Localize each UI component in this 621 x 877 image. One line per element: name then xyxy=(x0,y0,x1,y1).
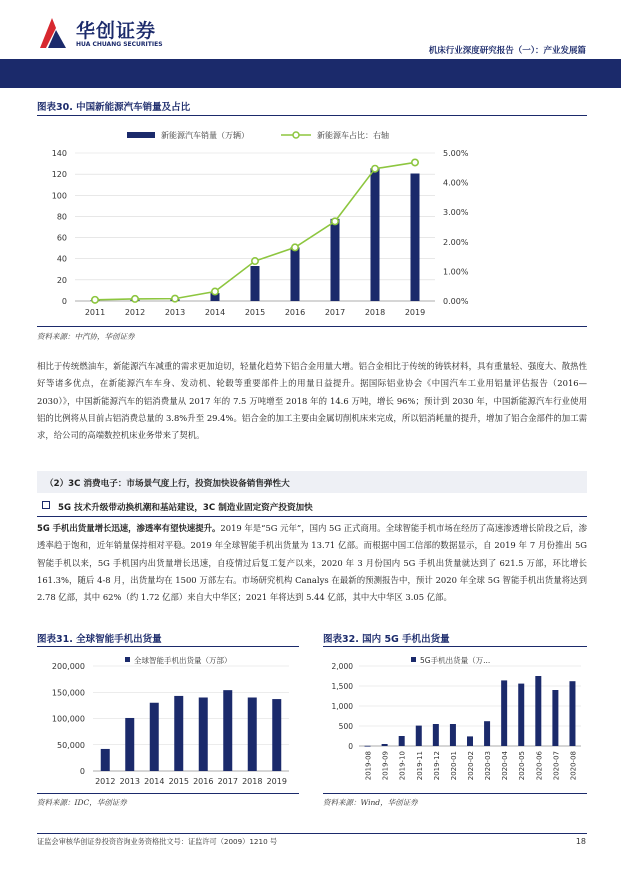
y2-tick-label: 1.00% xyxy=(443,267,469,277)
figure30-rule xyxy=(37,115,587,116)
x-tick-label: 2018 xyxy=(242,777,263,786)
bar-ev-sales xyxy=(251,266,260,301)
paragraph-5g-lead: 5G 手机出货量增长迅速，渗透率有望快速提升。 xyxy=(37,523,221,533)
paragraph-5g xyxy=(37,520,587,606)
y-tick-label: 1,000 xyxy=(331,702,353,711)
y-tick-label: 20 xyxy=(56,275,67,285)
bar-smartphone-shipments xyxy=(223,690,232,771)
x-tick-label: 2020-04 xyxy=(501,751,510,781)
x-tick-label: 2020-08 xyxy=(569,751,578,781)
y-tick-label: 50,000 xyxy=(57,740,85,750)
point-ev-share xyxy=(252,258,258,264)
figure31-source: 资料来源：IDC，华创证券 xyxy=(37,798,127,807)
x-tick-label: 2020-02 xyxy=(467,751,475,781)
bar-smartphone-shipments xyxy=(125,718,134,771)
bar-5g-shipments xyxy=(535,676,541,746)
bar-ev-sales xyxy=(291,247,300,301)
x-tick-label: 2019 xyxy=(266,777,287,786)
x-tick-label: 2014 xyxy=(204,308,226,317)
legend-swatch xyxy=(125,657,130,662)
x-tick-label: 2020-05 xyxy=(518,751,527,781)
company-logo xyxy=(38,14,163,60)
bar-smartphone-shipments xyxy=(199,698,208,772)
figure32-title: 图表32. 国内 5G 手机出货量 xyxy=(323,634,450,645)
legend-label-line: 新能源车占比：右轴 xyxy=(317,131,389,140)
bar-smartphone-shipments xyxy=(248,698,257,772)
paragraph-5g-body: 2019 年是“5G 元年”，国内 5G 正式商用。全球智能手机市场在经历了高速渗透增长阶段之后，渗透率趋于饱和，近年销量保持相对平稳。2019 年全球智能手机出货量为 13.71 亿部。而根据中国工信部的数据显示，自 2019 年 7 月份推出 5G 智能手机以来，5G 手机国内出货量增长迅速，自疫情过后复工复产以来，2020 年 3 月份国内 5G 手机出货量就达到了 621.5 万部，环比增长 161.3%，随后 4-8 月，出货量均在 1500 万部左右。市场研究机构 Canalys 在最新的预测报告中，预计 2020 年全球 5G 智能手机出货量将达到 2.78 亿部，其中 62%（约 1.72 亿部）来自大中华区；2021 年将达到 5.44 亿部，其中大中华区 3.05 亿部。 xyxy=(37,523,587,603)
y-tick-label: 0 xyxy=(348,742,353,751)
bar-5g-shipments xyxy=(569,681,575,746)
y-tick-label: 2,000 xyxy=(331,662,353,671)
bar-5g-shipments xyxy=(416,726,422,746)
report-title: 机床行业深度研究报告（一）：产业发展篇 xyxy=(428,46,586,56)
bullet-heading xyxy=(42,501,313,513)
x-tick-label: 2019-08 xyxy=(364,751,373,781)
bar-smartphone-shipments xyxy=(174,696,183,771)
y2-tick-label: 3.00% xyxy=(443,208,469,218)
footer-license: 证监会审核华创证券投资咨询业务资格批文号：证监许可（2009）1210 号 xyxy=(37,837,278,846)
figure32-chart xyxy=(323,648,587,792)
logo-mark-icon xyxy=(38,16,68,50)
x-tick-label: 2012 xyxy=(95,777,116,786)
bar-5g-shipments xyxy=(467,736,473,746)
x-tick-label: 2020-01 xyxy=(449,751,458,781)
y2-tick-label: 4.00% xyxy=(443,178,469,188)
legend-swatch-bar xyxy=(127,132,155,138)
legend-label: 全球智能手机出货量（万部） xyxy=(134,656,232,665)
y-tick-label: 0 xyxy=(79,767,85,776)
x-tick-label: 2016 xyxy=(193,777,214,786)
x-tick-label: 2013 xyxy=(119,777,140,786)
y-tick-label: 100,000 xyxy=(51,714,85,724)
y-tick-label: 150,000 xyxy=(51,688,85,698)
page-number: 18 xyxy=(575,837,586,846)
y-tick-label: 1,500 xyxy=(331,682,353,691)
x-tick-label: 2017 xyxy=(217,777,238,786)
x-tick-label: 2013 xyxy=(164,308,186,317)
figure30-bottom-rule xyxy=(37,326,587,327)
bar-5g-shipments xyxy=(433,724,439,746)
x-tick-label: 2016 xyxy=(284,308,306,317)
x-tick-label: 2011 xyxy=(84,308,106,317)
bar-smartphone-shipments xyxy=(150,703,159,771)
x-tick-label: 2018 xyxy=(364,308,386,317)
y2-tick-label: 5.00% xyxy=(443,149,469,158)
bullet-square-icon xyxy=(42,501,50,509)
header-band xyxy=(0,59,621,88)
y-tick-label: 200,000 xyxy=(51,662,85,671)
bar-5g-shipments xyxy=(382,744,388,746)
figure31-bottom-rule xyxy=(37,793,299,794)
x-tick-label: 2015 xyxy=(168,777,189,786)
x-tick-label: 2017 xyxy=(324,308,346,317)
bar-5g-shipments xyxy=(518,684,524,746)
x-tick-label: 2019 xyxy=(404,308,426,317)
brand-name-cn: 华创证券 xyxy=(76,20,157,42)
legend-label-bar: 新能源汽车销量（万辆） xyxy=(161,131,249,140)
legend-label: 5G手机出货量（万... xyxy=(420,656,491,665)
bar-5g-shipments xyxy=(450,724,456,746)
x-tick-label: 2015 xyxy=(244,308,266,317)
x-tick-label: 2020-06 xyxy=(535,751,544,781)
figure32-rule xyxy=(323,646,587,647)
x-tick-label: 2019-10 xyxy=(398,751,407,781)
y-tick-label: 100 xyxy=(51,191,67,201)
bar-smartphone-shipments xyxy=(101,749,110,771)
x-tick-label: 2012 xyxy=(124,308,146,317)
x-tick-label: 2020-07 xyxy=(552,751,561,781)
y-tick-label: 500 xyxy=(338,722,353,731)
figure32-bottom-rule xyxy=(323,793,587,794)
y-tick-label: 60 xyxy=(56,233,67,243)
x-tick-label: 2020-03 xyxy=(484,751,493,781)
x-tick-label: 2019-11 xyxy=(415,751,424,781)
figure30-title: 图表30. 中国新能源汽车销量及占比 xyxy=(37,102,191,113)
y2-tick-label: 0.00% xyxy=(443,297,469,306)
point-ev-share xyxy=(172,295,178,301)
point-ev-share xyxy=(212,288,218,294)
bar-ev-sales xyxy=(371,168,380,301)
brand-name-en: HUA CHUANG SECURITIES xyxy=(76,41,163,48)
figure32-source: 资料来源：Wind，华创证券 xyxy=(323,798,418,807)
y-tick-label: 120 xyxy=(51,170,67,180)
bar-5g-shipments xyxy=(501,680,507,746)
y2-tick-label: 2.00% xyxy=(443,237,469,247)
point-ev-share xyxy=(292,244,298,250)
y-tick-label: 140 xyxy=(51,149,67,158)
bullet-heading-text: 5G 技术升级带动换机潮和基站建设，3C 制造业固定资产投资加快 xyxy=(58,503,313,513)
section-heading: （2）3C 消费电子：市场景气度上行，投资加快设备销售弹性大 xyxy=(45,479,290,489)
point-ev-share xyxy=(332,218,338,224)
bar-5g-shipments xyxy=(552,690,558,746)
legend-swatch xyxy=(411,657,416,662)
x-tick-label: 2014 xyxy=(144,777,165,786)
legend-marker-line xyxy=(293,132,299,138)
footer-rule xyxy=(37,833,587,834)
bar-ev-sales xyxy=(411,174,420,301)
bar-5g-shipments xyxy=(399,736,405,746)
figure31-title: 图表31. 全球智能手机出货量 xyxy=(37,634,162,645)
point-ev-share xyxy=(92,297,98,303)
bar-5g-shipments xyxy=(484,721,490,746)
point-ev-share xyxy=(132,296,138,302)
point-ev-share xyxy=(412,159,418,165)
y-tick-label: 80 xyxy=(56,212,67,222)
figure31-chart xyxy=(37,648,299,792)
bullet-rule xyxy=(37,516,587,517)
x-tick-label: 2019-09 xyxy=(381,751,390,781)
figure31-rule xyxy=(37,646,299,647)
point-ev-share xyxy=(372,165,378,171)
y-tick-label: 0 xyxy=(61,297,67,306)
paragraph-aluminium: 相比于传统燃油车，新能源汽车减重的需求更加迫切，轻量化趋势下铝合金用量大增。铝合金相比于传统的铸铁材料，具有重量轻、强度大、散热性好等诸多优点，在新能源汽车车身、发动机、轮毂等重要部件上的用量日益提升。据国际铝业协会《中国汽车工业用铝量评估报告（2016—2030）》，中国新能源汽车的铝消费量从 2017 年的 7.5 万吨增至 2018 年的 14.6 万吨，增长 96%；预计到 2030 年，中国新能源汽车行业使用铝的比例将从目前占铝消费总量的 3.8%升至 29.4%。铝合金的加工主要由金属切削机床来完成，所以铝消耗量的提升，增加了铝合金部件的加工需求，给公司的高端数控机床业务带来了契机。 xyxy=(37,361,587,441)
bar-smartphone-shipments xyxy=(272,699,281,771)
bar-5g-shipments xyxy=(365,746,371,747)
figure30-chart xyxy=(37,118,587,326)
bar-ev-sales xyxy=(331,219,340,301)
x-tick-label: 2019-12 xyxy=(432,751,441,781)
figure30-source: 资料来源：中汽协，华创证券 xyxy=(37,332,135,341)
y-tick-label: 40 xyxy=(56,254,67,264)
